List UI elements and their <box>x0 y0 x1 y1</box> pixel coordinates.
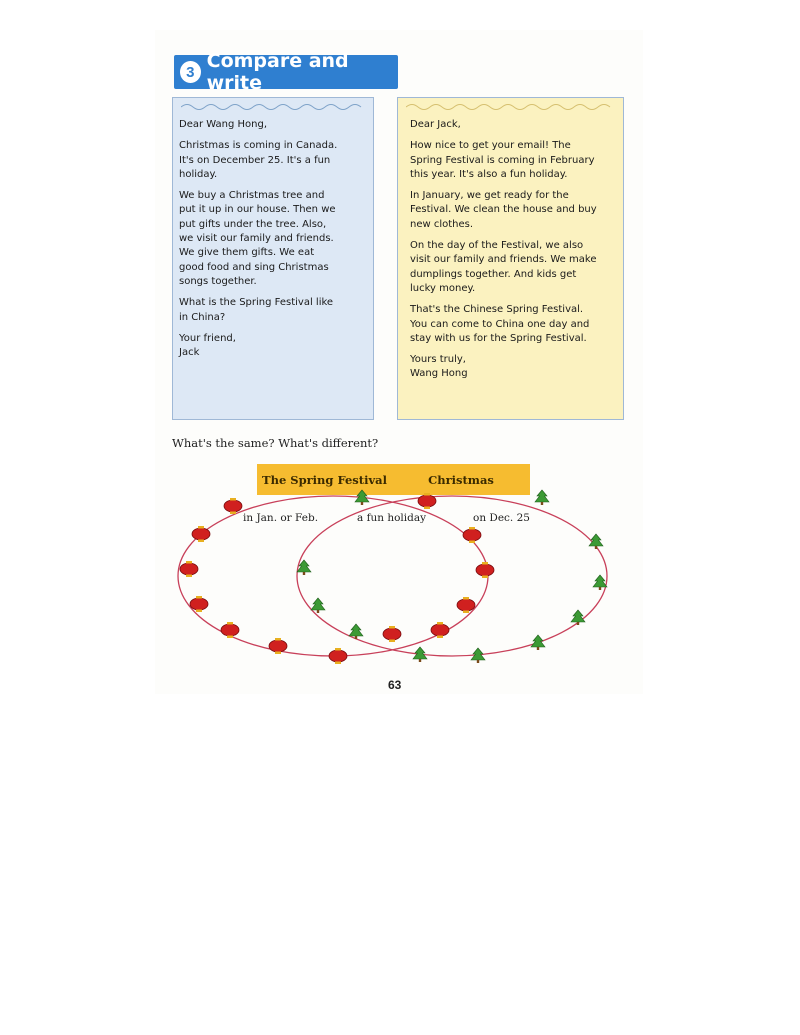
venn-overlap-label: a fun holiday <box>357 512 427 524</box>
lantern-icon <box>180 561 198 577</box>
letter-paragraph: Dear Wang Hong, <box>179 119 268 130</box>
tree-icon <box>571 610 585 625</box>
lantern-icon <box>463 527 481 543</box>
lantern-icon <box>418 493 436 509</box>
lantern-icon <box>329 648 347 664</box>
section-title: Compare and write <box>206 50 349 94</box>
lantern-icon <box>476 562 494 578</box>
lantern-icon <box>431 622 449 638</box>
letter-paragraph: Dear Jack, <box>410 119 461 130</box>
letter-paragraph: Christmas is coming in Canada. It's on December 25. It's a fun holiday. <box>179 140 338 180</box>
letter-paragraph: We buy a Christmas tree and put it up in our house. Then we put gifts under the tree. Also, we visit our family and friends. We give them gifts. We eat good food and sing Christmas songs together. <box>179 190 336 287</box>
venn-left-title: The Spring Festival <box>257 464 392 495</box>
letter-paragraph: What is the Spring Festival like in China? <box>179 297 334 323</box>
letter-paragraph: Yours truly, Wang Hong <box>410 354 468 380</box>
letter-paragraph: That's the Chinese Spring Festival. You can come to China one day and stay with us for the Spring Festival. <box>410 304 590 344</box>
letter-paragraph: How nice to get your email! The Spring Festival is coming in February this year. It's also a fun holiday. <box>410 140 595 180</box>
page-number: 63 <box>388 678 402 692</box>
venn-left-only-label: in Jan. or Feb. <box>243 512 319 524</box>
lantern-decorations <box>180 493 494 664</box>
lantern-icon <box>221 622 239 638</box>
venn-right-title: Christmas <box>392 464 530 495</box>
letter-paragraph: Your friend, Jack <box>179 332 236 359</box>
letter-paragraph: On the day of the Festival, we also visit our family and friends. We make dumplings together. And kids get lucky money. <box>410 240 597 294</box>
comparison-question: What's the same? What's different? <box>172 436 379 450</box>
tree-icon <box>531 635 545 650</box>
tree-icon <box>535 490 549 505</box>
tree-decorations <box>297 490 607 663</box>
letter-paragraph: In January, we get ready for the Festival. We clean the house and buy new clothes. <box>410 190 597 230</box>
venn-right-only-label: on Dec. 25 <box>473 512 530 524</box>
venn-right-ring <box>297 496 607 656</box>
lantern-icon <box>383 626 401 642</box>
section-number-badge: 3 <box>180 61 201 83</box>
